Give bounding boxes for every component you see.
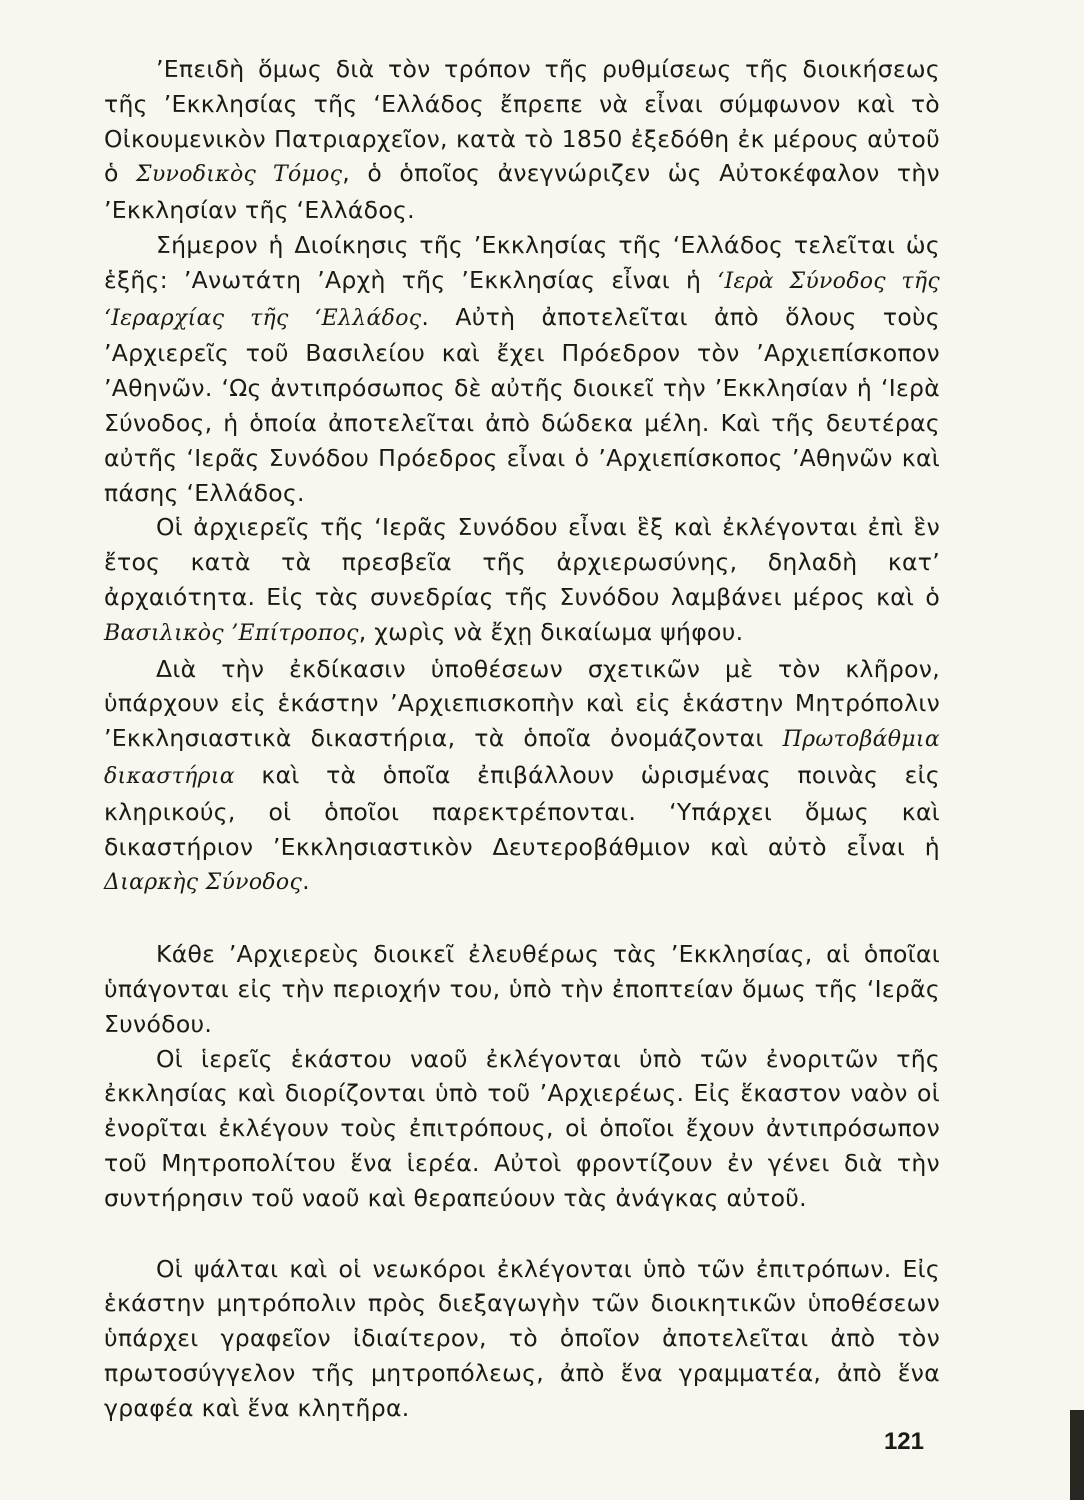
text-run: , χωρὶς νὰ ἔχῃ δικαίωμα ψήφου.	[358, 617, 744, 646]
text-run: Κάθε ’Αρχιερεὺς διοικεῖ ἐλευθέρως τὰς ’Εκκλησίας, αἱ ὁποῖαι ὑπάγονται εἰς τὴν περιοχήν του, ὑπὸ τὴν ἐποπτείαν ὅμως τῆς ‘Ιερᾶς Συνόδου.	[104, 940, 940, 1038]
italic-text-run: ‘Ιερὰ Σύνοδος τῆς ‘Ιεραρχίας τῆς ‘Ελλάδος	[104, 268, 940, 331]
paragraph-6	[104, 1042, 940, 1216]
paragraph-7	[104, 1252, 940, 1426]
text-run: .	[302, 867, 310, 896]
italic-text-run: Συνοδικὸς Τόμος	[136, 162, 343, 188]
italic-text-run: Διαρκὴς Σύνοδος	[104, 870, 303, 896]
page-number: 121	[883, 1428, 924, 1455]
text-run: Οἱ ἱερεῖς ἑκάστου ναοῦ ἐκλέγονται ὑπὸ τῶν ἐνοριτῶν τῆς ἐκκλησίας καὶ διορίζονται ὑπὸ τοῦ ’Αρχιερέως. Εἰς ἕκαστον ναὸν οἱ ἐνορῖται ἐκλέγουν τοὺς ἐπιτρόπους, οἱ ὁποῖοι ἔχουν ἀντιπρόσωπον τοῦ Μητροπολίτου ἕνα ἱερέα. Αὐτοὶ φροντίζουν ἐν γένει διὰ τὴν συντήρησιν τοῦ ναοῦ καὶ θεραπεύουν τὰς ἀνάγκας αὐτοῦ.	[104, 1044, 940, 1212]
page-edge-shadow	[1070, 1410, 1084, 1500]
italic-text-run: Βασιλικὸς ’Επίτροπος	[104, 620, 359, 646]
paragraph-5	[104, 937, 940, 1041]
text-run: Σήμερον ἡ Διοίκησις τῆς ’Εκκλησίας τῆς ‘Ελλάδος τελεῖται ὡς ἑξῆς: ’Ανωτάτη ’Αρχὴ τῆς ’Εκκλησίας εἶναι ἡ	[104, 230, 940, 294]
text-run: ’Επειδὴ ὅμως διὰ τὸν τρόπον τῆς ρυθμίσεως τῆς διοικήσεως τῆς ’Εκκλησίας τῆς ‘Ελλάδος ἔπρεπε νὰ εἶναι σύμφωνον καὶ τὸ Οἰκουμενικὸν Πατριαρχεῖον, κατὰ τὸ 1850 ἐξεδόθη ἐκ μέρους αὐτοῦ ὁ	[104, 55, 940, 188]
section-gap	[104, 901, 940, 937]
body-text	[104, 52, 940, 1425]
text-run: Οἱ ἀρχιερεῖς τῆς ‘Ιερᾶς Συνόδου εἶναι ἓξ καὶ ἐκλέγονται ἐπὶ ἓν ἔτος κατὰ τὰ πρεσβεῖα τῆς ἀρχιερωσύνης, δηλαδὴ κατ’ ἀρχαιότητα. Εἰς τὰς συνεδρίας τῆς Συνόδου λαμβάνει μέρος καὶ ὁ	[104, 513, 940, 611]
paragraph-1	[104, 52, 940, 228]
italic-text-run: Πρωτοβάθμια δικαστήρια	[104, 727, 940, 789]
text-run: καὶ τὰ ὁποῖα ἐπιβάλλουν ὡρισμένας ποινὰς εἰς κληρικούς, οἱ ὁποῖοι παρεκτρέπονται. ‘Υπάρχει ὅμως καὶ δικαστήριον ’Εκκλησιαστικὸν Δευτεροβάθμιον καὶ αὐτὸ εἶναι ἡ	[104, 760, 940, 861]
paragraph-2	[104, 228, 940, 510]
text-run: , ὁ ὁποῖος ἀνεγνώριζεν ὡς Αὐτοκέφαλον τὴν ’Εκκλησίαν τῆς ‘Ελλάδος.	[104, 159, 940, 225]
text-run: Οἱ ψάλται καὶ οἱ νεωκόροι ἐκλέγονται ὑπὸ τῶν ἐπιτρόπων. Εἰς ἑκάστην μητρόπολιν πρὸς διεξαγωγὴν τῶν διοικητικῶν ὑποθέσεων ὑπάρχει γραφεῖον ἰδιαίτερον, τὸ ὁποῖον ἀποτελεῖται ἀπὸ τὸν πρωτοσύγγελον τῆς μητροπόλεως, ἀπὸ ἕνα γραμματέα, ἀπὸ ἕνα γραφέα καὶ ἕνα κλητῆρα.	[104, 1254, 940, 1422]
paragraph-4	[104, 652, 940, 902]
paragraph-3	[104, 510, 940, 651]
section-gap	[104, 1216, 940, 1252]
text-run: Διὰ τὴν ἐκδίκασιν ὑποθέσεων σχετικῶν μὲ τὸν κλῆρον, ὑπάρχουν εἰς ἑκάστην ’Αρχιεπισκοπὴν καὶ εἰς ἑκάστην Μητρόπολιν ’Εκκλησιαστικὰ δικαστήρια, τὰ ὁποῖα ὀνομάζονται	[104, 654, 940, 753]
text-run: . Αὐτὴ ἀποτελεῖται ἀπὸ ὅλους τοὺς ’Αρχιερεῖς τοῦ Βασιλείου καὶ ἔχει Πρόεδρον τὸν ’Αρχιεπίσκοπον ’Αθηνῶν. ‘Ως ἀντιπρόσωπος δὲ αὐτῆς διοικεῖ τὴν ’Εκκλησίαν ἡ ‘Ιερὰ Σύνοδος, ἡ ὁποία ἀποτελεῖται ἀπὸ δώδεκα μέλη. Καὶ τῆς δευτέρας αὐτῆς ‘Ιερᾶς Συνόδου Πρόεδρος εἶναι ὁ ’Αρχιεπίσκοπος ’Αθηνῶν καὶ πάσης ‘Ελλάδος.	[104, 302, 940, 507]
